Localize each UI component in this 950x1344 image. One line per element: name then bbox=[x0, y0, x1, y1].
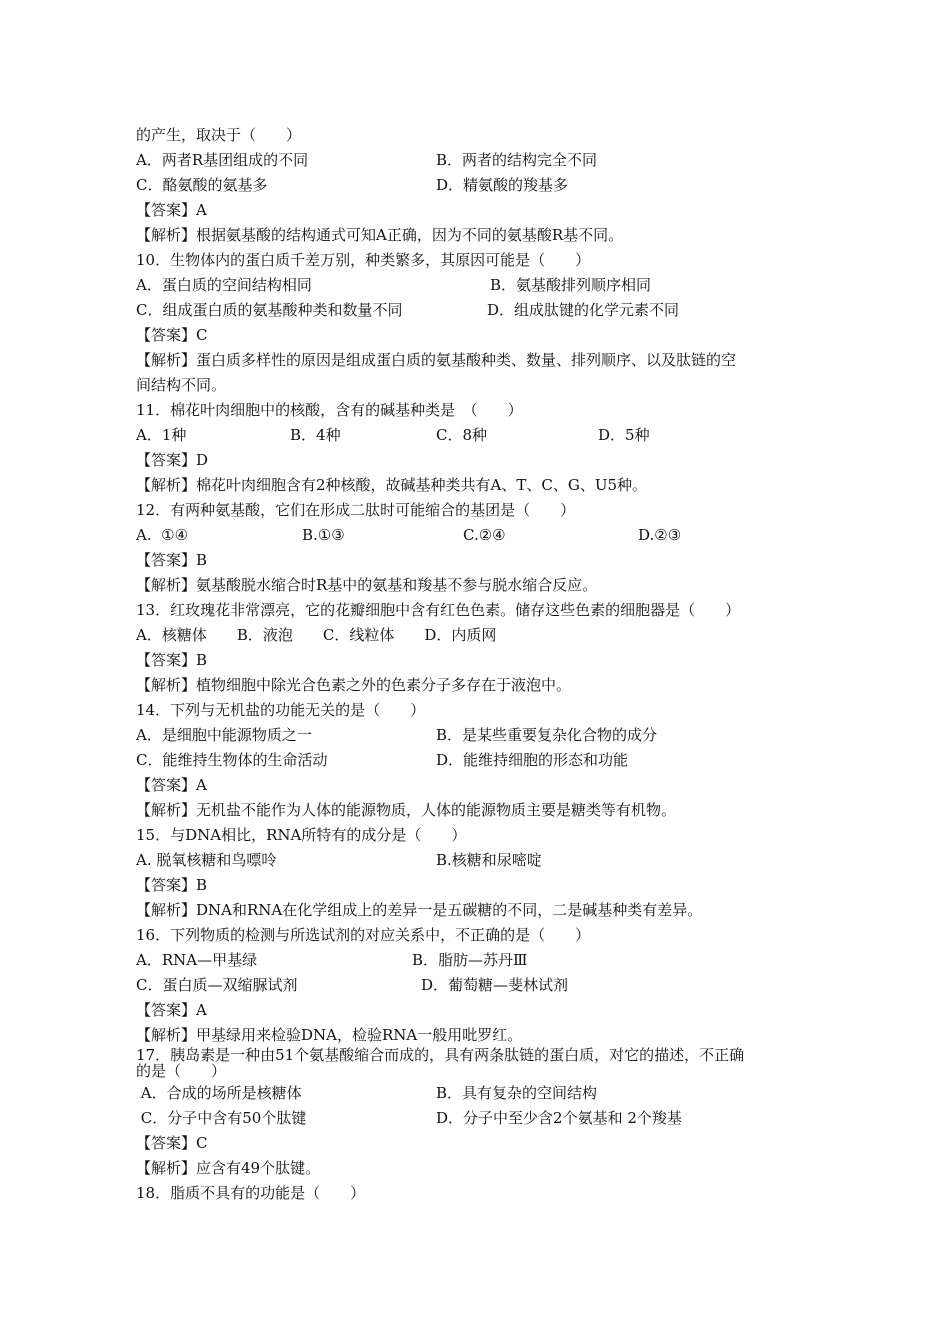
question-14: 14．下列与无机盐的功能无关的是（ ） bbox=[136, 701, 426, 719]
answer-line: 【答案】B bbox=[136, 551, 208, 569]
option-a: A. ①④ bbox=[136, 526, 189, 544]
analysis-line: 【解析】甲基绿用来检验DNA，检验RNA一般用吡罗红。 bbox=[136, 1026, 523, 1044]
option-c: C．组成蛋白质的氨基酸种类和数量不同 bbox=[136, 301, 403, 319]
option-b: B.①③ bbox=[302, 526, 345, 544]
analysis-line: 【解析】根据氨基酸的结构通式可知A正确，因为不同的氨基酸R基不同。 bbox=[136, 226, 624, 244]
question-13: 13．红玫瑰花非常漂亮，它的花瓣细胞中含有红色色素。储存这些色素的细胞器是（ ） bbox=[136, 601, 741, 619]
analysis-line: 【解析】应含有49个肽键。 bbox=[136, 1159, 321, 1177]
analysis-line: 【解析】蛋白质多样性的原因是组成蛋白质的氨基酸种类、数量、排列顺序、以及肽链的空 bbox=[136, 351, 737, 369]
analysis-line: 【解析】植物细胞中除光合色素之外的色素分子多存在于液泡中。 bbox=[136, 676, 572, 694]
option-d: D．分子中至少含2个氨基和 2个羧基 bbox=[436, 1109, 682, 1127]
option-d: D．组成肽键的化学元素不同 bbox=[487, 301, 680, 319]
analysis-line: 【解析】棉花叶肉细胞含有2种核酸，故碱基种类共有A、T、C、G、U5种。 bbox=[136, 476, 648, 494]
analysis-line: 【解析】氨基酸脱水缩合时R基中的氨基和羧基不参与脱水缩合反应。 bbox=[136, 576, 598, 594]
answer-line: 【答案】C bbox=[136, 326, 208, 344]
option-b: B．脂肪—苏丹Ⅲ bbox=[412, 951, 528, 969]
option-b: B．具有复杂的空间结构 bbox=[436, 1084, 598, 1102]
question-11: 11．棉花叶肉细胞中的核酸，含有的碱基种类是 （ ） bbox=[136, 401, 523, 419]
option-b: B．氨基酸排列顺序相同 bbox=[490, 276, 652, 294]
option-d: D．精氨酸的羧基多 bbox=[436, 176, 569, 194]
answer-line: 【答案】B bbox=[136, 876, 208, 894]
text-line: 的产生，取决于（ ） bbox=[136, 126, 302, 144]
question-17-cont: 的是（ ） bbox=[136, 1062, 227, 1080]
option-d: D.②③ bbox=[638, 526, 682, 544]
option-a: A．合成的场所是核糖体 bbox=[136, 1084, 302, 1102]
option-a: A．RNA—甲基绿 bbox=[136, 951, 258, 969]
question-17: 17．胰岛素是一种由51个氨基酸缩合而成的，具有两条肽链的蛋白质，对它的描述，不正确 bbox=[136, 1046, 745, 1064]
option-b: B．两者的结构完全不同 bbox=[436, 151, 598, 169]
option-c: C.②④ bbox=[463, 526, 506, 544]
option-c: C．分子中含有50个肽键 bbox=[136, 1109, 307, 1127]
option-a: A．1种 bbox=[136, 426, 187, 444]
analysis-line: 【解析】DNA和RNA在化学组成上的差异一是五碳糖的不同，二是碱基种类有差异。 bbox=[136, 901, 703, 919]
question-16: 16．下列物质的检测与所选试剂的对应关系中，不正确的是（ ） bbox=[136, 926, 591, 944]
option-a: A．蛋白质的空间结构相同 bbox=[136, 276, 312, 294]
option-b: B.核糖和尿嘧啶 bbox=[436, 851, 542, 869]
option-c: C．酪氨酸的氨基多 bbox=[136, 176, 268, 194]
option-c: C．能维持生物体的生命活动 bbox=[136, 751, 328, 769]
option-d: D．能维持细胞的形态和功能 bbox=[436, 751, 629, 769]
answer-line: 【答案】A bbox=[136, 201, 207, 219]
answer-line: 【答案】A bbox=[136, 776, 207, 794]
answer-line: 【答案】A bbox=[136, 1001, 207, 1019]
answer-line: 【答案】D bbox=[136, 451, 209, 469]
options-line: A．核糖体 B．液泡 C．线粒体 D．内质网 bbox=[136, 626, 497, 644]
option-b: B．4种 bbox=[290, 426, 341, 444]
option-d: D．5种 bbox=[598, 426, 650, 444]
option-d: D．葡萄糖—斐林试剂 bbox=[421, 976, 569, 994]
option-c: C．8种 bbox=[436, 426, 488, 444]
option-a: A．两者R基团组成的不同 bbox=[136, 151, 309, 169]
question-12: 12．有两种氨基酸，它们在形成二肽时可能缩合的基团是（ ） bbox=[136, 501, 576, 519]
analysis-line: 【解析】无机盐不能作为人体的能源物质，人体的能源物质主要是糖类等有机物。 bbox=[136, 801, 677, 819]
option-a: A．是细胞中能源物质之一 bbox=[136, 726, 312, 744]
answer-line: 【答案】C bbox=[136, 1134, 208, 1152]
option-a: A. 脱氧核糖和鸟嘌呤 bbox=[136, 851, 277, 869]
analysis-line: 间结构不同。 bbox=[136, 376, 227, 394]
question-15: 15．与DNA相比，RNA所特有的成分是（ ） bbox=[136, 826, 467, 844]
question-18: 18．脂质不具有的功能是（ ） bbox=[136, 1184, 366, 1202]
question-10: 10．生物体内的蛋白质千差万别，种类繁多，其原因可能是（ ） bbox=[136, 251, 591, 269]
option-c: C．蛋白质—双缩脲试剂 bbox=[136, 976, 298, 994]
answer-line: 【答案】B bbox=[136, 651, 208, 669]
option-b: B．是某些重要复杂化合物的成分 bbox=[436, 726, 658, 744]
